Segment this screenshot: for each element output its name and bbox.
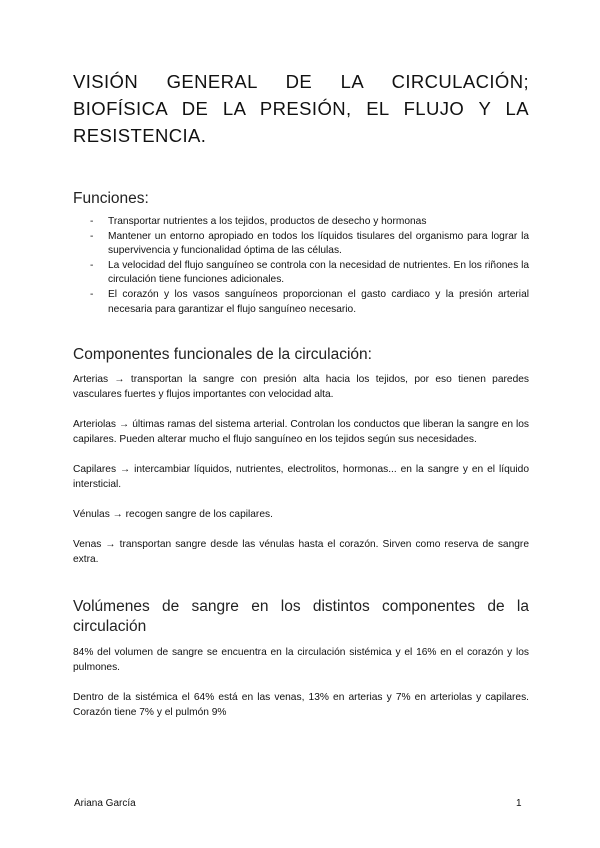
list-item: - Mantener un entorno apropiado en todos los líquidos tisulares del organismo para lograr la supervivencia y funcionalidad óptima de las células. [90,230,529,257]
dash-bullet: - [90,230,94,242]
paragraph-volumen-sistemica: 84% del volumen de sangre se encuentra en la circulación sistémica y el 16% en el corazón y los pulmones. [73,647,529,674]
paragraph-volumen-detalle: Dentro de la sistémica el 64% está en las venas, 13% en arterias y 7% en arteriolas y capilares. Corazón tiene 7% y el pulmón 9% [73,692,529,719]
componentes-section [73,345,529,567]
dash-bullet: - [90,216,94,227]
paragraph-venulas: Vénulas → recogen sangre de los capilares. [73,509,273,521]
footer-author: Ariana García [74,798,136,809]
funciones-section [73,189,529,317]
dash-bullet: - [90,288,94,300]
funciones-list [73,215,529,317]
paragraph-arteriolas: Arteriolas → últimas ramas del sistema arterial. Controlan los conductos que liberan la sangre en los capilares. Pueden alterar mucho el flujo sanguíneo en los tejidos según sus necesidades. [73,419,529,446]
document-title: VISIÓN GENERAL DE LA CIRCULACIÓN; BIOFÍSICA DE LA PRESIÓN, EL FLUJO Y LA RESISTENCIA. [73,71,529,146]
list-item: - Transportar nutrientes a los tejidos, productos de desecho y hormonas [73,215,529,230]
footer-page-number: 1 [516,798,522,809]
volumenes-heading: Volúmenes de sangre en los distintos componentes de la circulación [73,598,529,636]
dash-bullet: - [90,259,94,271]
list-item: - El corazón y los vasos sanguíneos proporcionan el gasto cardiaco y la presión arterial necesaria para garantizar el flujo sanguíneo necesario. [90,288,529,315]
componentes-heading: Componentes funcionales de la circulación: [73,346,372,364]
paragraph-capilares: Capilares → intercambiar líquidos, nutrientes, electrolitos, hormonas... en la sangre y en el líquido intersticial. [73,464,529,491]
paragraph-venas: Venas → transportan sangre desde las vénulas hasta el corazón. Sirven como reserva de sangre extra. [73,539,529,566]
paragraph-arterias: Arterias → transportan la sangre con presión alta hacia los tejidos, por eso tienen paredes vasculares fuertes y flujos importantes con velocidad alta. [73,374,529,401]
page-content [73,68,529,720]
funciones-heading: Funciones: [73,190,149,207]
list-item: - La velocidad del flujo sanguíneo se controla con la necesidad de nutrientes. En los riñones la circulación tiene funciones adicionales. [90,259,529,286]
volumenes-section [73,597,529,720]
